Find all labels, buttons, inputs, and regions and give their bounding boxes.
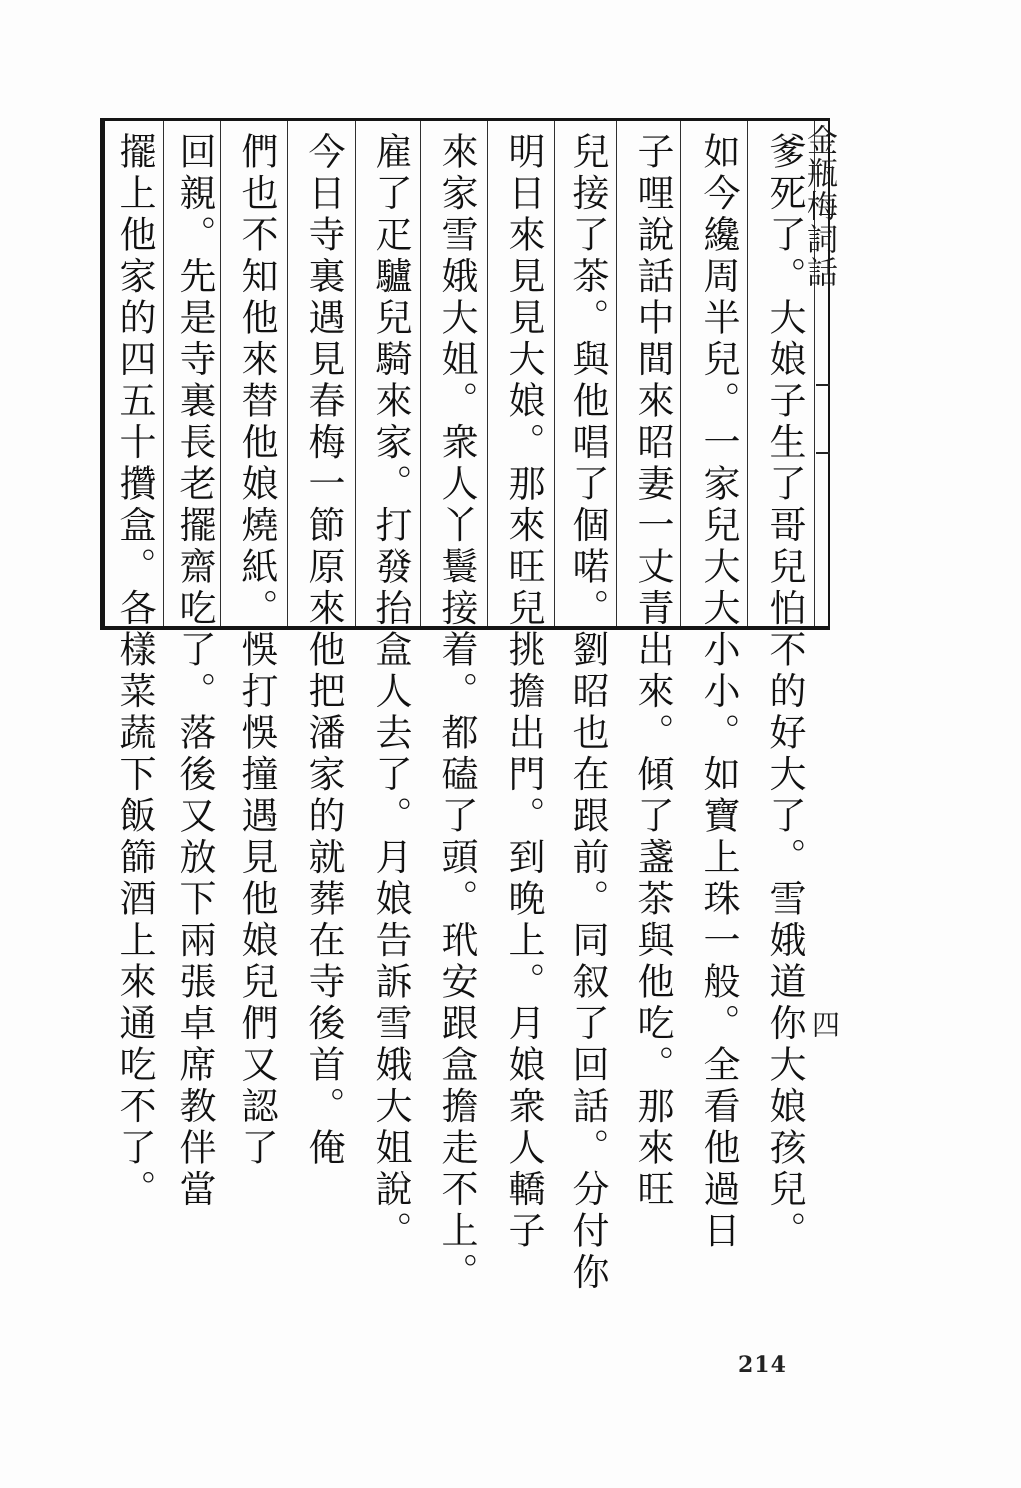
text-column-8: 今日寺裏遇見春梅一節原來他把潘家的就葬在寺後首。俺	[302, 132, 345, 1170]
column-rule	[420, 121, 421, 626]
column-rule	[680, 121, 681, 626]
text-column-7: 雇了疋驢兒騎來家。打發抬盒人去了。月娘告訴雪娥大姐說。	[369, 132, 412, 1253]
column-rule	[747, 121, 748, 626]
fishtail-mark	[816, 452, 830, 454]
text-column-1: 爹死了。大娘子生了哥兒怕不的好大了。雪娥道你大娘孩兒。	[763, 132, 806, 1253]
column-rule	[163, 121, 164, 626]
text-column-2: 如今纔周半兒。一家兒大大小小。如寶上珠一般。全看他過日	[697, 132, 740, 1253]
fishtail-mark	[816, 384, 830, 386]
text-column-3: 子哩說話中間來昭妻一丈青出來。傾了盞茶與他吃。那來旺	[631, 132, 674, 1211]
text-column-9: 們也不知他來替他娘燒紙。悞打悞撞遇見他娘兒們又認了	[235, 132, 278, 1170]
column-rule	[355, 121, 356, 626]
text-column-11: 擺上他家的四五十攢盒。各樣菜蔬下飯篩酒上來通吃不了。	[113, 132, 156, 1211]
leaf-number: 四	[808, 1010, 841, 1038]
page-number: 214	[738, 1352, 787, 1378]
heart-title: 金瓶梅詞話	[801, 124, 837, 289]
column-rule	[287, 121, 288, 626]
column-rule	[487, 121, 488, 626]
column-rule	[616, 121, 617, 626]
text-column-4: 兒接了茶。與他唱了個喏。劉昭也在跟前。同叙了回話。分付你	[566, 132, 609, 1294]
text-column-5: 明日來見見大娘。那來旺兒挑擔出門。到晚上。月娘衆人轎子	[502, 132, 545, 1253]
column-rule	[554, 121, 555, 626]
text-column-6: 來家雪娥大姐。衆人丫鬟接着。都磕了頭。玳安跟盒擔走不上。	[435, 132, 478, 1294]
text-column-10: 回親。先是寺裏長老擺齋吃了。落後又放下兩張卓席教伴當	[173, 132, 216, 1211]
